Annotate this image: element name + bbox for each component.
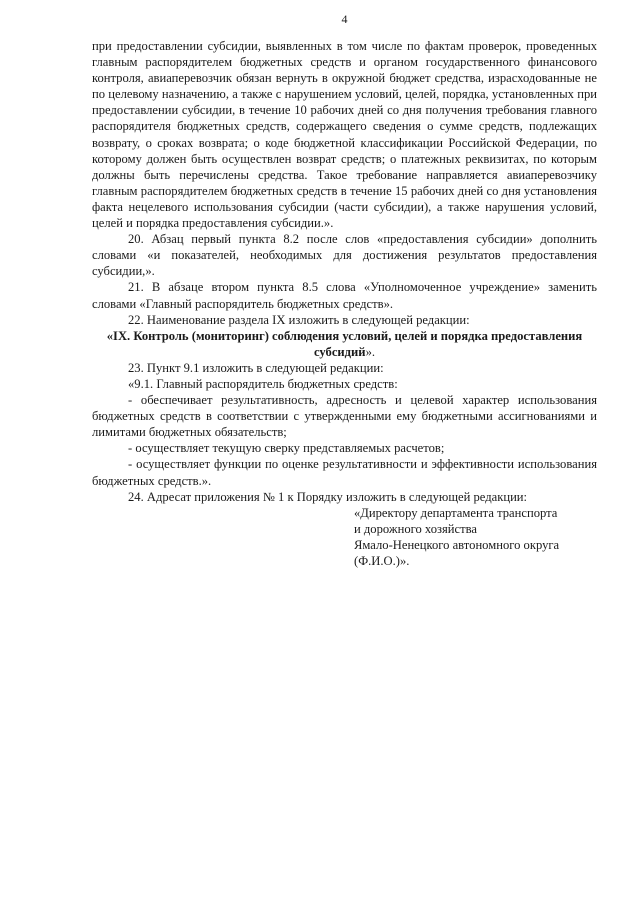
- paragraph-continuation: при предоставлении субсидии, выявленных в том числе по фактам проверок, проведенных главным распорядителем бюджетных средств и органом государственного финансового контроля, авиаперевозчик обязан вернуть в окружной бюджет средства, израсходованные не по целевому назначению, а также с нарушением условий, целей, порядка, установленных при предоставлении субсидии, в течение 10 рабочих дней со дня получения требования главного распорядителя бюджетных средств, содержащего сведения о сумме средств, подлежащих возврату, о сроках возврата; о коде бюджетной классификации Российской Федерации, по которому должен быть осуществлен возврат средств; о платежных реквизитах, по которым должны быть перечислены средства. Такое требование направляется авиаперевозчику главным распорядителем бюджетных средств в течение 15 рабочих дней со дня установления факта нецелевого использования субсидии (части субсидии), а также нарушения условий, целей и порядка предоставления субсидии.».: [92, 39, 597, 231]
- addressee-line-3: Ямало-Ненецкого автономного округа: [354, 537, 560, 552]
- paragraph-22: 22. Наименование раздела IX изложить в следующей редакции:: [128, 312, 470, 327]
- section-title-close-quote: ».: [365, 344, 376, 359]
- paragraph-23-item-1: «9.1. Главный распорядитель бюджетных средств:: [128, 376, 398, 391]
- paragraph-21: 21. В абзаце втором пункта 8.5 слова «Уполномоченное учреждение» заменить словами «Главный распорядитель бюджетных средств».: [92, 280, 597, 311]
- paragraph-23-item-2: - обеспечивает результативность, адресность и целевой характер использования бюджетных средств в соответствии с утвержденными ему бюджетными ассигнованиями и лимитами бюджетных обязательств;: [92, 393, 597, 440]
- paragraph-23-item-3: - осуществляет текущую сверку представляемых расчетов;: [128, 441, 445, 456]
- paragraph-23-item-4: - осуществляет функции по оценке результативности и эффективности использования бюджетных средств.».: [92, 457, 597, 488]
- section-title-text: IX. Контроль (мониторинг) соблюдения условий, целей и порядка предоставления субсидий: [113, 328, 583, 359]
- paragraph-20: 20. Абзац первый пункта 8.2 после слов «предоставления субсидии» дополнить словами «и показателей, необходимых для достижения результатов предоставления субсидии,».: [92, 232, 597, 279]
- addressee-line-4: (Ф.И.О.)».: [354, 554, 410, 568]
- document-body: [92, 38, 597, 569]
- addressee-line-1: «Директору департамента транспорта: [354, 505, 558, 520]
- page-number: 4: [341, 12, 348, 26]
- paragraph-24: 24. Адресат приложения № 1 к Порядку изложить в следующей редакции:: [128, 489, 528, 504]
- addressee-line-2: и дорожного хозяйства: [354, 521, 477, 536]
- section-title-open-quote: «: [106, 328, 114, 343]
- paragraph-23: 23. Пункт 9.1 изложить в следующей редакции:: [128, 360, 384, 375]
- addressee-block: [354, 505, 597, 569]
- section-title: [92, 328, 597, 360]
